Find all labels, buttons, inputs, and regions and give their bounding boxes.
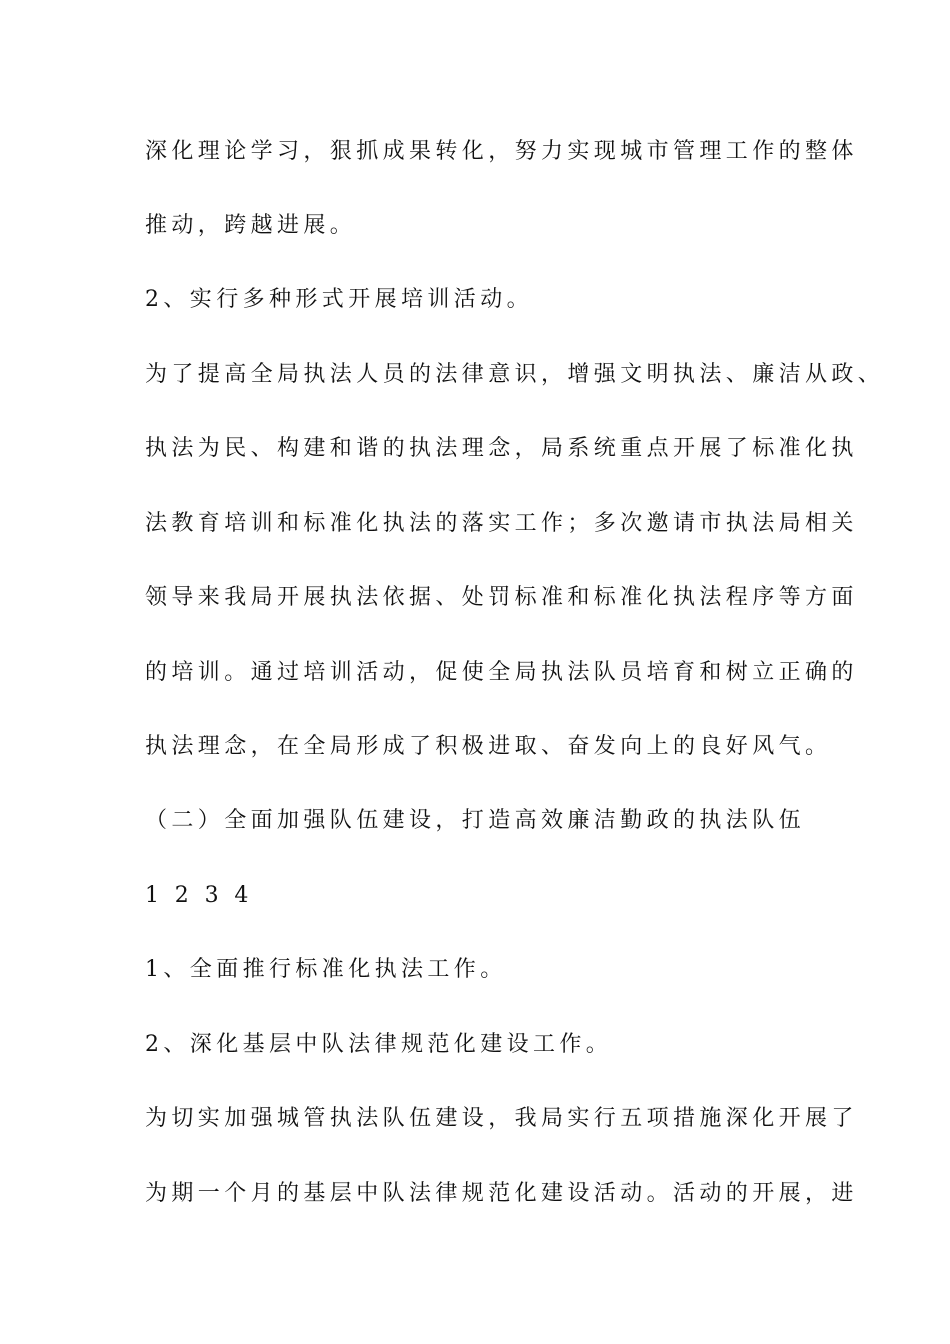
paragraph-line: 法教育培训和标准化执法的落实工作；多次邀请市执法局相关 — [145, 511, 858, 536]
paragraph-line: 推动，跨越进展。 — [145, 213, 357, 238]
paragraph-line: 为切实加强城管执法队伍建设，我局实行五项措施深化开展了 — [145, 1106, 858, 1131]
paragraph-line: 深化理论学习，狠抓成果转化，努力实现城市管理工作的整体 — [145, 139, 858, 164]
numbered-heading: 1、全面推行标准化执法工作。 — [145, 957, 507, 982]
paragraph-line: 执法理念，在全局形成了积极进取、奋发向上的良好风气。 — [145, 734, 832, 759]
number-sequence: 1 2 3 4 — [145, 883, 253, 908]
paragraph-line: 为期一个月的基层中队法律规范化建设活动。活动的开展，进 — [145, 1181, 858, 1206]
numbered-heading: 2、实行多种形式开展培训活动。 — [145, 287, 533, 312]
numbered-heading: 2、深化基层中队法律规范化建设工作。 — [145, 1032, 613, 1057]
paragraph-line: 领导来我局开展执法依据、处罚标准和标准化执法程序等方面 — [145, 585, 858, 610]
section-heading: （二）全面加强队伍建设，打造高效廉洁勤政的执法队伍 — [145, 808, 806, 833]
paragraph-line: 执法为民、构建和谐的执法理念，局系统重点开展了标准化执 — [145, 436, 858, 461]
paragraph-line: 为了提高全局执法人员的法律意识，增强文明执法、廉洁从政、 — [145, 362, 885, 387]
paragraph-line: 的培训。通过培训活动，促使全局执法队员培育和树立正确的 — [145, 660, 858, 685]
